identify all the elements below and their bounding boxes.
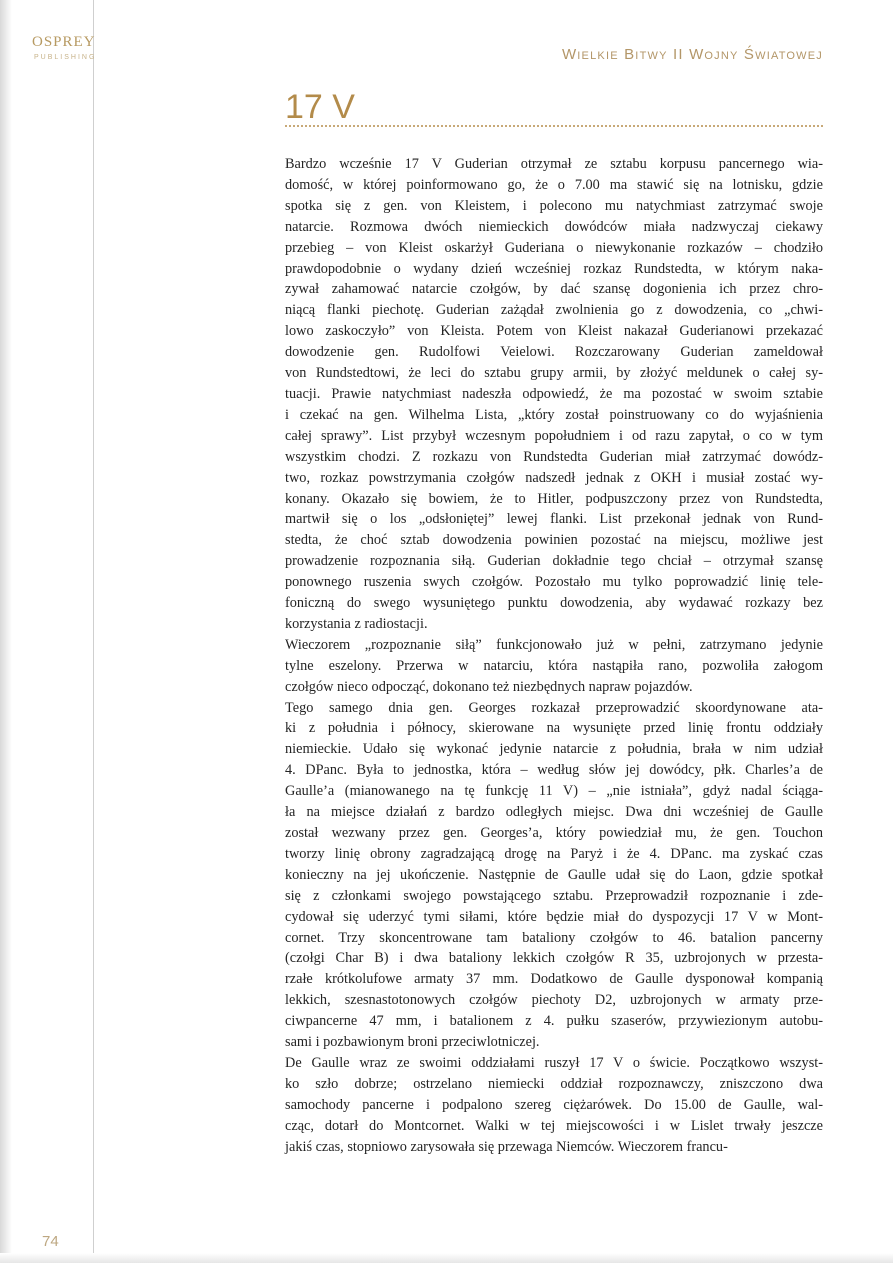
text-line: De Gaulle wraz ze swoimi oddziałami ruszył 17 V o świcie. Początkowo wszyst- bbox=[285, 1054, 823, 1071]
text-line: natarcie. Rozmowa dwóch niemieckich dowódców miała nadzwyczaj ciekawy bbox=[285, 218, 823, 235]
text-line: konany. Okazało się bowiem, że to Hitler, podpuszczony przez von Rundstedta, bbox=[285, 490, 823, 507]
text-line: tylne eszelony. Przerwa w natarciu, która nastąpiła rano, pozwoliła załogom bbox=[285, 657, 823, 674]
scan-edge-shadow bbox=[0, 0, 12, 1263]
text-line: lekkich, szesnastotonowych czołgów piechoty D2, uzbrojonych w armaty prze- bbox=[285, 992, 823, 1009]
title-divider bbox=[285, 125, 823, 127]
text-line: two, rozkaz powstrzymania czołgów nadszedł jednak z OKH i musiał zostać wy- bbox=[285, 469, 823, 486]
text-line: ponownego ruszenia swych czołgów. Pozostało mu tylko poprowadzić linię tele- bbox=[285, 574, 823, 591]
publisher-logo: OSPREY bbox=[32, 34, 96, 50]
text-line: niemieckie. Udało się wykonać jedynie natarcie z południa, brała w nim udział bbox=[285, 741, 823, 758]
text-line: stedta, że choć sztab dowodzenia powinien pozostać na miejscu, możliwe jest bbox=[285, 532, 823, 549]
page-margin-line bbox=[93, 0, 94, 1263]
text-line: martwił się o los „odsłoniętej” lewej flanki. List przekonał jednak von Rund- bbox=[285, 511, 823, 528]
paragraph bbox=[285, 1053, 823, 1158]
text-line: całej sprawy”. List przybył wczesnym popołudniem i od razu zapytał, o co w tym bbox=[285, 427, 823, 444]
text-line: ła na miejsce działań z bardzo odległych miejsc. Dwa dni wcześniej de Gaulle bbox=[285, 804, 823, 821]
text-line: Gaulle’a (mianowanego na tę funkcję 11 V) – „nie istniała”, gdyż nadal ściąga- bbox=[285, 783, 823, 800]
text-line: tuacji. Prawie natychmiast nadeszła odpowiedź, że ma pozostać w swoim sztabie bbox=[285, 385, 823, 402]
text-line: czołgów nieco odpocząć, dokonano też niezbędnych napraw pojazdów. bbox=[285, 678, 693, 695]
text-line: i czekać na gen. Wilhelma Lista, „który został poinstruowany co do wyjaśnienia bbox=[285, 406, 823, 423]
chapter-title: 17 V bbox=[285, 88, 355, 126]
paragraph bbox=[285, 698, 823, 1053]
text-line: jakiś czas, stopniowo zarysowała się przewaga Niemców. Wieczorem francu- bbox=[285, 1138, 728, 1155]
paragraph bbox=[285, 154, 823, 635]
text-line: rzałe krótkolufowe armaty 37 mm. Dodatkowo de Gaulle dysponował kompanią bbox=[285, 971, 823, 988]
text-line: dowodzenie gen. Rudolfowi Veielowi. Rozczarowany Guderian zameldował bbox=[285, 344, 823, 361]
text-line: (czołgi Char B) i dwa bataliony lekkich czołgów R 35, uzbrojonych w przesta- bbox=[285, 950, 823, 967]
text-line: 4. DPanc. Była to jednostka, która – według słów jej dowódcy, płk. Charles’a de bbox=[285, 762, 823, 779]
text-line: prawdopodobnie o wydany dzień wcześniej rozkaz Rundstedta, w którym naka- bbox=[285, 260, 823, 277]
text-line: wszystkim chodzi. Z rozkazu von Rundstedta Guderian miał zatrzymać dowódz- bbox=[285, 448, 823, 465]
text-line: samochody pancerne i podpalono szereg ciężarówek. Do 15.00 de Gaulle, wal- bbox=[285, 1096, 823, 1113]
publisher-logo-subtitle: PUBLISHING bbox=[34, 54, 97, 61]
text-line: prowadzenie rozpoznania siłą. Guderian dokładnie tego chciał – otrzymał szansę bbox=[285, 553, 823, 570]
running-head: Wielkie Bitwy II Wojny Światowej bbox=[561, 46, 823, 63]
text-line: spotka się z gen. von Kleistem, i polecono mu natychmiast zatrzymać swoje bbox=[285, 197, 823, 214]
text-line: Wieczorem „rozpoznanie siłą” funkcjonowało już w pełni, zatrzymano jedynie bbox=[285, 636, 823, 653]
text-line: sami i pozbawionym broni przeciwlotniczej. bbox=[285, 1034, 540, 1051]
text-line: cornet. Trzy skoncentrowane tam bataliony czołgów to 46. batalion pancerny bbox=[285, 929, 823, 946]
text-line: cydował się uderzyć tymi siłami, które będzie miał do dyspozycji 17 V w Mont- bbox=[285, 908, 823, 925]
text-line: Tego samego dnia gen. Georges rozkazał przeprowadzić skoordynowane ata- bbox=[285, 699, 823, 716]
text-line: cząc, dotarł do Montcornet. Walki w tej miejscowości i w Lislet trwały jeszcze bbox=[285, 1117, 823, 1134]
text-line: von Rundstedtowi, że leci do sztabu grupy armii, by złożyć meldunek o całej sy- bbox=[285, 365, 823, 382]
scan-bottom-shadow bbox=[0, 1253, 893, 1263]
paragraph bbox=[285, 635, 823, 698]
text-line: konieczny na jej ukończenie. Następnie de Gaulle udał się do Laon, gdzie spotkał bbox=[285, 866, 823, 883]
text-line: ki z południa i północy, skierowane na wysunięte przed linię frontu oddziały bbox=[285, 720, 823, 737]
text-line: ciwpancerne 47 mm, i batalionem z 4. pułku szaserów, przywiezionym autobu- bbox=[285, 1013, 823, 1030]
text-line: korzystania z radiostacji. bbox=[285, 615, 428, 632]
text-line: ko szło dobrze; ostrzelano niemiecki oddział rozpoznawczy, zniszczono dwa bbox=[285, 1075, 823, 1092]
text-line: foniczną do swego wysuniętego punktu dowodzenia, aby wydawać rozkazy bez bbox=[285, 595, 823, 612]
text-line: został wezwany przez gen. Georges’a, który powiedział mu, że gen. Touchon bbox=[285, 825, 823, 841]
body-text bbox=[285, 154, 823, 1158]
text-line: lowo zaskoczyło” von Kleista. Potem von Kleist nakazał Guderianowi przekazać bbox=[285, 323, 823, 340]
text-line: przebieg – von Kleist oskarżył Guderiana o niewykonanie rozkazów – chodziło bbox=[285, 239, 823, 256]
text-line: niącą flanki piechotę. Guderian zażądał zwolnienia go z dowodzenia, co „chwi- bbox=[285, 302, 823, 319]
text-line: zywał zahamować natarcie czołgów, by dać szansę dogonienia ich przez chro- bbox=[285, 281, 823, 298]
text-line: tworzy linię obrony zagradzającą drogę na Paryż i że 4. DPanc. ma zyskać czas bbox=[285, 845, 823, 862]
page-number: 74 bbox=[42, 1233, 59, 1250]
text-line: się z członkami swojego powstającego sztabu. Przeprowadził rozpoznanie i zde- bbox=[285, 887, 823, 904]
text-line: domość, w której poinformowano go, że o 7.00 ma stawić się na lotnisku, gdzie bbox=[285, 176, 823, 193]
text-line: Bardzo wcześnie 17 V Guderian otrzymał ze sztabu korpusu pancernego wia- bbox=[285, 156, 823, 172]
